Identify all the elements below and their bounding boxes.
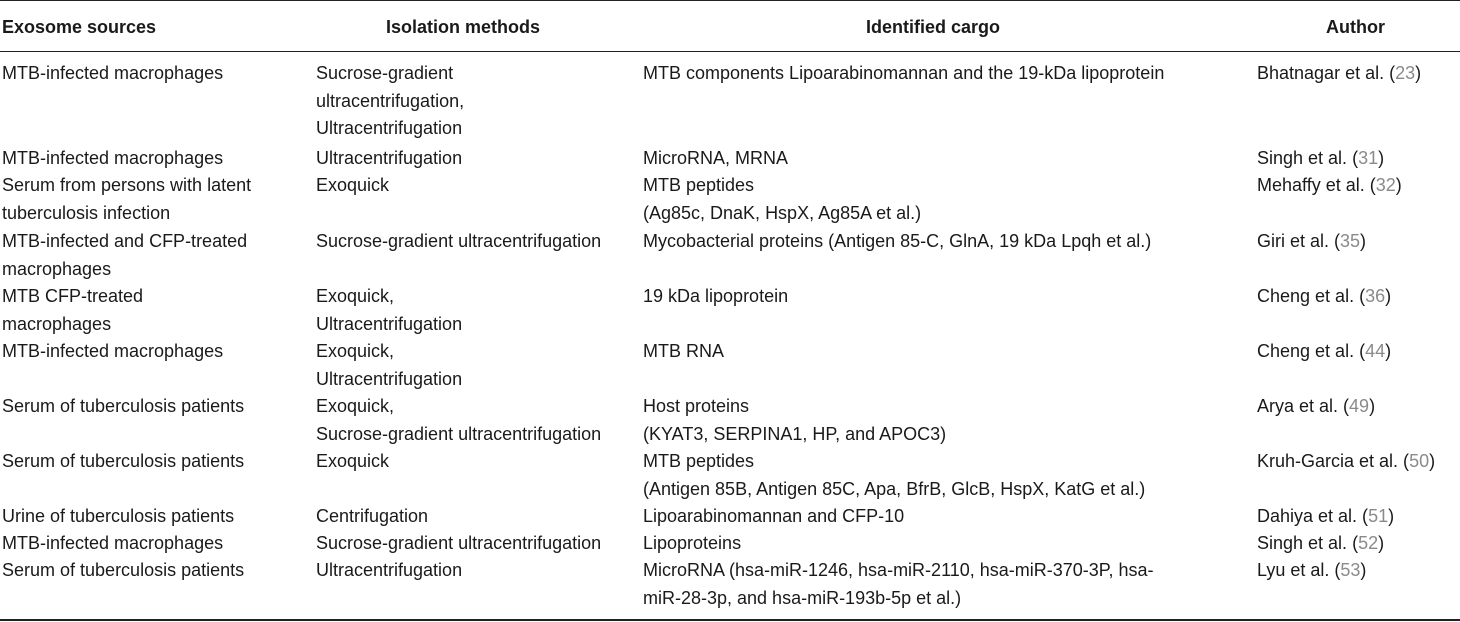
cell-source: Serum of tuberculosis patients (2, 560, 245, 580)
author-close: ) (1385, 341, 1392, 361)
table-row (0, 60, 1460, 145)
author-reference-link[interactable]: 44 (1365, 341, 1386, 361)
cell-cargo: MTB peptides (Ag85c, DnaK, HspX, Ag85A et al.) (643, 175, 922, 223)
author-name: Kruh-Garcia et al. ( (1257, 451, 1410, 471)
cell-author (1257, 448, 1457, 476)
author-reference-link[interactable]: 52 (1358, 533, 1379, 553)
author-close: ) (1429, 451, 1436, 471)
cell-isolation: Ultracentrifugation (316, 148, 463, 168)
author-reference-link[interactable]: 53 (1340, 560, 1361, 580)
header-author: Author (1326, 17, 1385, 37)
cell-isolation: Exoquick (316, 175, 390, 195)
cell-author (1257, 283, 1457, 311)
cell-cargo: MicroRNA (hsa-miR-1246, hsa-miR-2110, hsa-miR-370-3P, hsa- miR-28-3p, and hsa-miR-193b-5p et al.) (643, 560, 1154, 608)
author-name: Singh et al. ( (1257, 533, 1359, 553)
table-row (0, 503, 1460, 530)
cell-source: Serum of tuberculosis patients (2, 451, 245, 471)
cell-cargo: MicroRNA, MRNA (643, 148, 789, 168)
cell-isolation: Exoquick, Ultracentrifugation (316, 286, 463, 334)
cell-author (1257, 530, 1457, 558)
author-name: Cheng et al. ( (1257, 286, 1366, 306)
cell-source: Serum from persons with latent tuberculosis infection (2, 175, 252, 223)
author-name: Dahiya et al. ( (1257, 506, 1369, 526)
author-name: Singh et al. ( (1257, 148, 1359, 168)
author-close: ) (1360, 560, 1367, 580)
table-row (0, 172, 1460, 228)
cell-source: MTB CFP-treated macrophages (2, 286, 144, 334)
author-reference-link[interactable]: 23 (1395, 63, 1416, 83)
author-reference-link[interactable]: 31 (1358, 148, 1379, 168)
author-name: Lyu et al. ( (1257, 560, 1341, 580)
cell-cargo: MTB RNA (643, 341, 724, 361)
cell-author (1257, 503, 1457, 531)
table-row (0, 145, 1460, 172)
author-name: Bhatnagar et al. ( (1257, 63, 1396, 83)
cell-isolation: Ultracentrifugation (316, 560, 463, 580)
cell-source: MTB-infected macrophages (2, 63, 224, 83)
author-close: ) (1378, 148, 1385, 168)
author-close: ) (1369, 396, 1376, 416)
author-reference-link[interactable]: 36 (1365, 286, 1386, 306)
author-name: Mehaffy et al. ( (1257, 175, 1376, 195)
table-row (0, 393, 1460, 448)
table-bottom-rule (0, 619, 1460, 621)
cell-author (1257, 145, 1457, 173)
cell-isolation: Sucrose-gradient ultracentrifugation (316, 533, 602, 553)
cell-cargo: 19 kDa lipoprotein (643, 286, 789, 306)
cell-isolation: Exoquick, Sucrose-gradient ultracentrifugation (316, 396, 602, 444)
table-row (0, 338, 1460, 393)
cell-isolation: Exoquick, Ultracentrifugation (316, 341, 463, 389)
table-row (0, 283, 1460, 338)
cell-author (1257, 172, 1457, 200)
header-isolation-methods: Isolation methods (386, 17, 541, 37)
header-identified-cargo: Identified cargo (866, 17, 1001, 37)
cell-cargo: Mycobacterial proteins (Antigen 85-C, GlnA, 19 kDa Lpqh et al.) (643, 231, 1152, 251)
cell-author (1257, 338, 1457, 366)
author-reference-link[interactable]: 32 (1375, 175, 1396, 195)
table-row (0, 557, 1460, 613)
table-row (0, 228, 1460, 283)
table-row (0, 530, 1460, 557)
author-reference-link[interactable]: 35 (1340, 231, 1361, 251)
author-close: ) (1385, 286, 1392, 306)
author-name: Arya et al. ( (1257, 396, 1350, 416)
cell-cargo: Lipoarabinomannan and CFP-10 (643, 506, 905, 526)
author-close: ) (1378, 533, 1385, 553)
author-close: ) (1415, 63, 1422, 83)
cell-isolation: Centrifugation (316, 506, 429, 526)
cell-author (1257, 557, 1457, 585)
cell-cargo: MTB components Lipoarabinomannan and the 19-kDa lipoprotein (643, 63, 1165, 83)
author-reference-link[interactable]: 50 (1409, 451, 1430, 471)
table-header (0, 0, 1460, 52)
author-name: Giri et al. ( (1257, 231, 1341, 251)
author-close: ) (1360, 231, 1367, 251)
cell-cargo: Lipoproteins (643, 533, 742, 553)
cell-isolation: Sucrose-gradient ultracentrifugation (316, 231, 602, 251)
cell-source: MTB-infected macrophages (2, 533, 224, 553)
cell-source: Serum of tuberculosis patients (2, 396, 245, 416)
author-reference-link[interactable]: 51 (1368, 506, 1389, 526)
table-body (0, 60, 1460, 613)
cell-isolation: Exoquick (316, 451, 390, 471)
cell-source: MTB-infected and CFP-treated macrophages (2, 231, 248, 279)
cell-author (1257, 228, 1457, 256)
table-row (0, 448, 1460, 503)
cell-source: Urine of tuberculosis patients (2, 506, 235, 526)
cell-source: MTB-infected macrophages (2, 148, 224, 168)
author-close: ) (1388, 506, 1395, 526)
cell-cargo: MTB peptides (Antigen 85B, Antigen 85C, Apa, BfrB, GlcB, HspX, KatG et al.) (643, 451, 1146, 499)
cell-author (1257, 60, 1457, 88)
author-close: ) (1395, 175, 1402, 195)
author-reference-link[interactable]: 49 (1349, 396, 1370, 416)
header-exosome-sources: Exosome sources (2, 17, 157, 37)
cell-isolation: Sucrose-gradient ultracentrifugation, Ultracentrifugation (316, 63, 465, 138)
cell-source: MTB-infected macrophages (2, 341, 224, 361)
author-name: Cheng et al. ( (1257, 341, 1366, 361)
cell-cargo: Host proteins (KYAT3, SERPINA1, HP, and APOC3) (643, 396, 947, 444)
cell-author (1257, 393, 1457, 421)
